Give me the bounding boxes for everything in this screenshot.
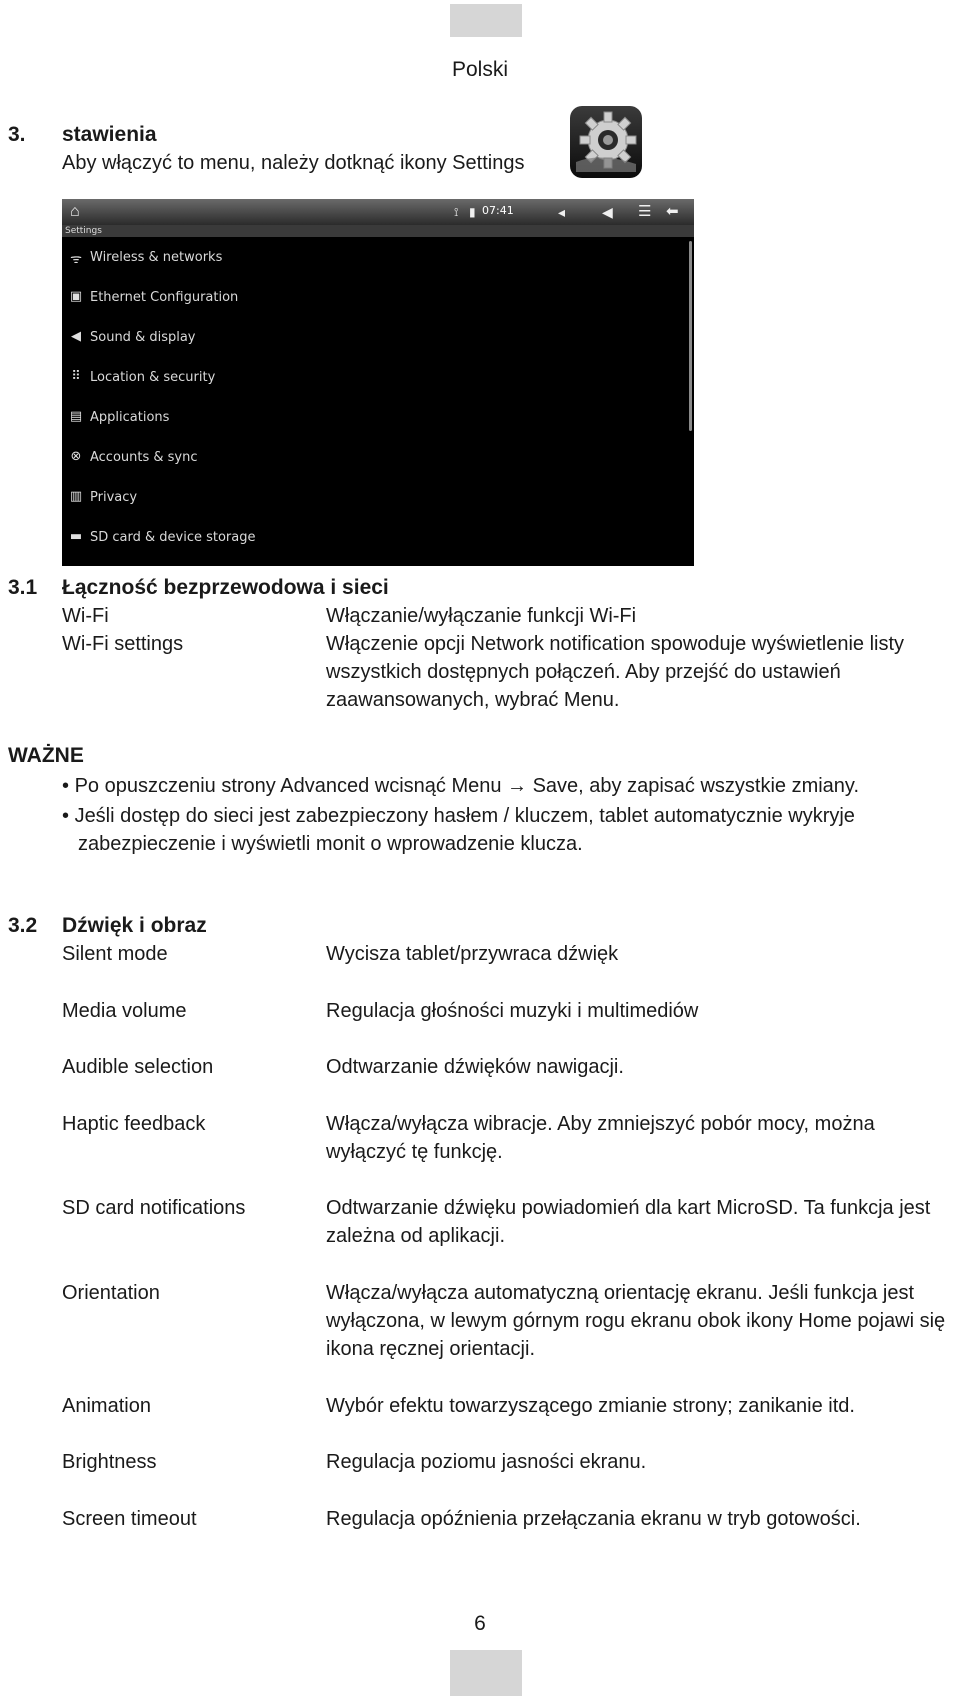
term-haptic-feedback: Haptic feedback [62, 1113, 206, 1135]
important-bullet: • Jeśli dostęp do sieci jest zabezpieczony hasłem / kluczem, tablet automatycznie wykryje zabezpieczenie i wyświetli monit o wprowadzenie klucza. [62, 805, 855, 855]
menu-item-location[interactable] [62, 359, 682, 399]
volume-down-icon[interactable]: ◂ [558, 204, 566, 220]
desc-sd-card-notifications: Odtwarzanie dźwięku powiadomień dla kart MicroSD. Ta funkcja jest zależna od aplikacji. [326, 1197, 931, 1247]
page-tab-bottom [450, 1650, 522, 1696]
wifi-icon: ᯤ [70, 252, 82, 267]
term-silent-mode: Silent mode [62, 943, 168, 965]
menu-item-label: Privacy [90, 490, 138, 505]
grid-icon: ⠿ [71, 369, 81, 384]
section-title: stawienia [62, 123, 157, 146]
important-heading: WAŻNE [8, 744, 84, 767]
menu-item-ethernet[interactable] [62, 279, 682, 319]
important-bullet: • Po opuszczeniu strony Advanced wcisnąć Menu → Save, aby zapisać wszystkie zmiany. [62, 775, 859, 797]
menu-item-label: Wireless & networks [90, 250, 223, 265]
term-orientation: Orientation [62, 1282, 160, 1304]
desc-screen-timeout: Regulacja opóźnienia przełączania ekranu w tryb gotowości. [326, 1508, 861, 1530]
status-bar [62, 199, 694, 225]
menu-item-accounts[interactable] [62, 439, 682, 479]
applications-icon: ▤ [69, 409, 83, 424]
menu-item-sound[interactable] [62, 319, 682, 359]
settings-screenshot [62, 199, 694, 566]
desc-audible-selection: Odtwarzanie dźwięków nawigacji. [326, 1056, 624, 1078]
wifi-settings-term: Wi-Fi settings [62, 633, 184, 655]
desc-animation: Wybór efektu towarzyszącego zmianie strony; zanikanie itd. [326, 1395, 855, 1417]
settings-titlebar [62, 225, 694, 237]
term-audible-selection: Audible selection [62, 1056, 214, 1078]
menu-icon[interactable]: ☰ [638, 203, 652, 220]
sd-card-icon: ▬ [69, 529, 83, 544]
back-arrow-icon[interactable]: ⬅ [666, 203, 679, 220]
term-media-volume: Media volume [62, 1000, 187, 1022]
usb-icon: ⟟ [454, 205, 459, 219]
wifi-settings-desc: Włączenie opcji Network notification spowoduje wyświetlenie listy wszystkich dostępnych połączeń. Aby przejść do ustawień zaawansowanych, wybrać Menu. [326, 633, 905, 711]
section-intro: Aby włączyć to menu, należy dotknąć ikony Settings [62, 152, 525, 174]
settings-gear-icon [570, 106, 642, 178]
speaker-icon: ◀ [71, 329, 81, 344]
wifi-desc: Włączanie/wyłączanie funkcji Wi-Fi [326, 605, 637, 627]
term-screen-timeout: Screen timeout [62, 1508, 197, 1530]
page-tab-top [450, 4, 522, 37]
desc-silent-mode: Wycisza tablet/przywraca dźwięk [326, 943, 619, 965]
important-list [62, 772, 942, 858]
section-title: Łączność bezprzewodowa i sieci [62, 576, 389, 599]
clock-time: 07:41 [482, 204, 514, 217]
menu-item-label: SD card & device storage [90, 530, 256, 545]
battery-icon: ▮ [469, 205, 476, 219]
privacy-icon: ▥ [69, 489, 83, 504]
menu-item-label: Applications [90, 410, 170, 425]
page-number: 6 [474, 1612, 486, 1635]
menu-item-sd-card[interactable] [62, 519, 682, 559]
section-title: Dźwięk i obraz [62, 914, 207, 937]
desc-brightness: Regulacja poziomu jasności ekranu. [326, 1451, 647, 1473]
menu-item-wireless[interactable] [62, 239, 682, 279]
scrollbar[interactable] [689, 241, 692, 431]
desc-media-volume: Regulacja głośności muzyki i multimediów [326, 1000, 699, 1022]
term-sd-card-notifications: SD card notifications [62, 1197, 246, 1219]
section-number: 3. [8, 123, 26, 146]
section-number: 3.2 [8, 914, 38, 937]
section-number: 3.1 [8, 576, 38, 599]
language-label: Polski [451, 58, 509, 81]
menu-item-label: Location & security [90, 370, 216, 385]
term-animation: Animation [62, 1395, 151, 1417]
term-brightness: Brightness [62, 1451, 157, 1473]
desc-haptic-feedback: Włącza/wyłącza wibracje. Aby zmniejszyć pobór mocy, można wyłączyć tę funkcję. [326, 1113, 875, 1163]
wifi-term: Wi-Fi [62, 605, 109, 627]
settings-title: Settings [65, 226, 102, 236]
sync-icon: ⊗ [70, 449, 82, 464]
desc-orientation: Włącza/wyłącza automatyczną orientację ekranu. Jeśli funkcja jest wyłączona, w lewym górnym rogu ekranu obok ikony Home pojawi się ikona ręcznej orientacji. [326, 1282, 946, 1360]
menu-item-label: Sound & display [90, 330, 196, 345]
menu-item-label: Accounts & sync [90, 450, 198, 465]
menu-item-privacy[interactable] [62, 479, 682, 519]
volume-up-icon[interactable]: ◀ [602, 204, 613, 220]
menu-item-applications[interactable] [62, 399, 682, 439]
ethernet-icon: ▣ [69, 289, 83, 304]
home-icon[interactable]: ⌂ [70, 203, 80, 220]
menu-item-label: Ethernet Configuration [90, 290, 239, 305]
